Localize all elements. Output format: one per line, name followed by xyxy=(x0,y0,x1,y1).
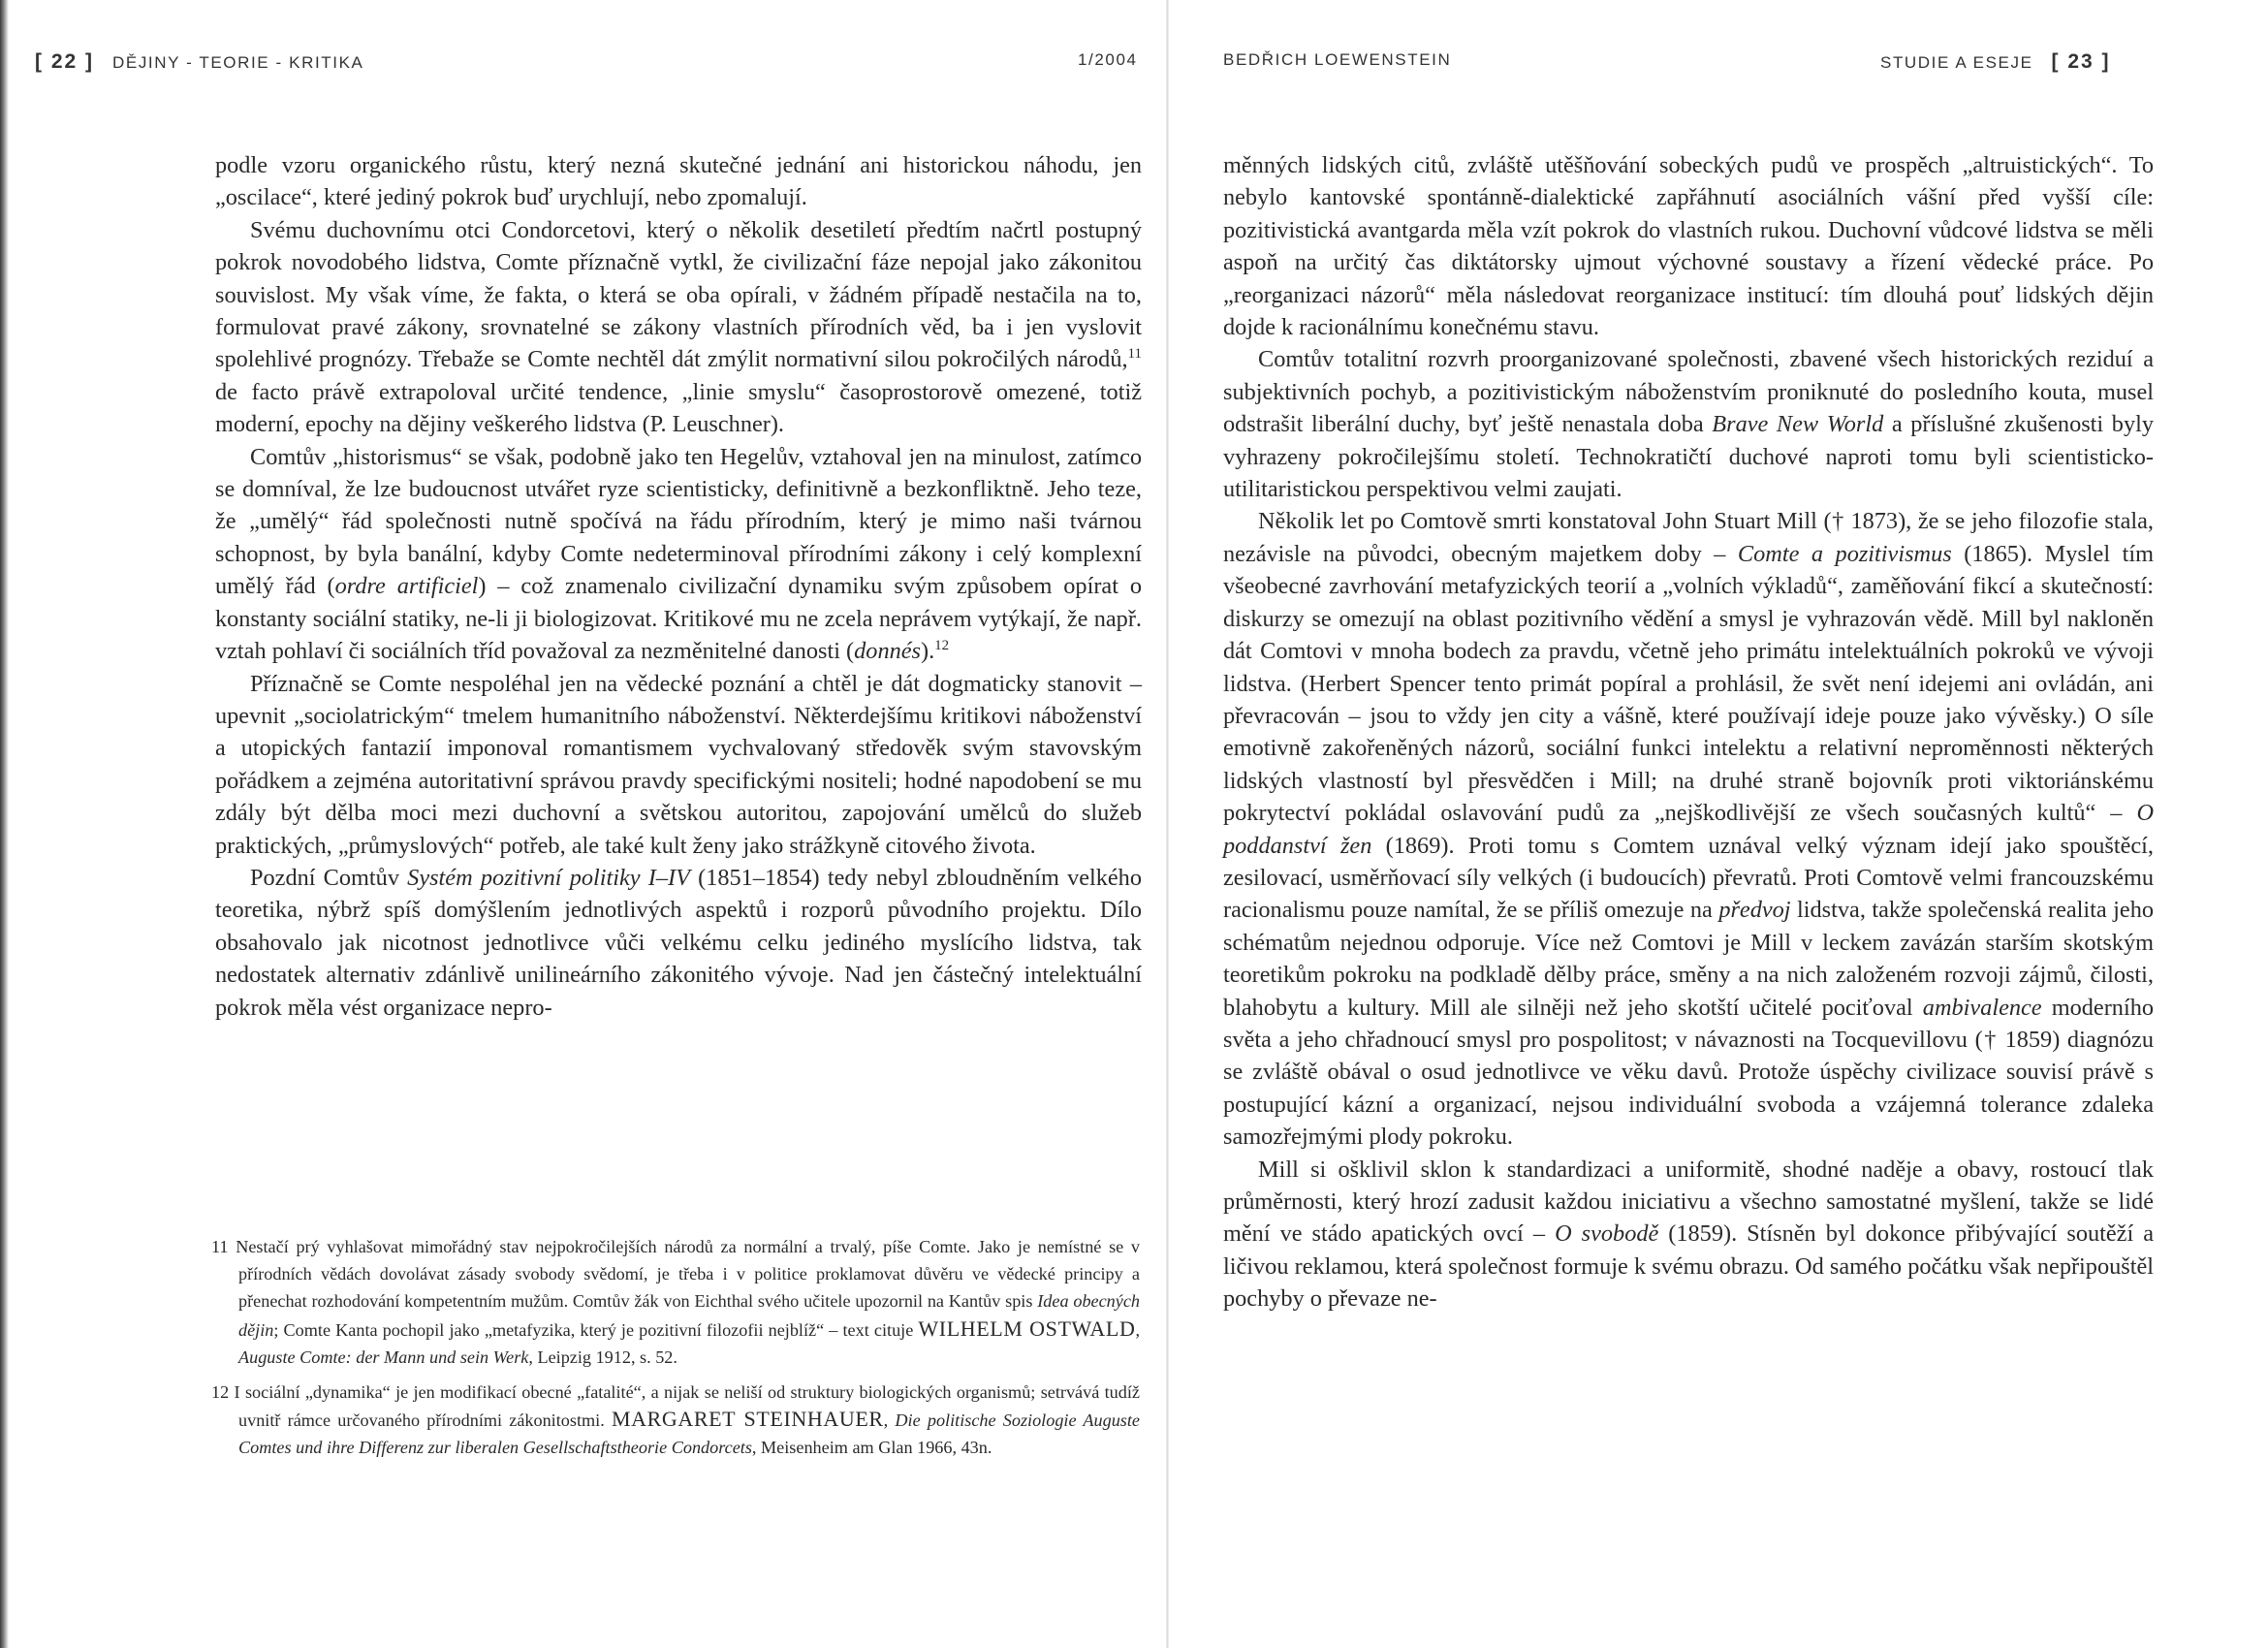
text-run: , xyxy=(1135,1319,1140,1340)
left-running-title: DĚJINY - TEORIE - KRITIKA xyxy=(112,53,364,72)
text-run: I sociální „dynamika“ je jen modifikací obecné „fatalité“, a nijak se neliší od struktury biologických organismů; setrvává tudíž uvnitř rámce určovaného přírodními zákonitostmi. xyxy=(234,1382,1140,1431)
italic-text: O poddanství žen xyxy=(1223,800,2154,859)
right-running-author: BEDŘICH LOEWENSTEIN xyxy=(1223,50,1452,69)
left-page-number: [ 22 ] xyxy=(35,50,95,73)
text-run: ). xyxy=(921,638,935,665)
text-run: Comtův totalitní rozvrh proorganizované společnosti, zbavené všech historických reziduí a subjektivních pochyb, a pozitivistickým náboženstvím proniknuté do posledního kouta, musel odstrašit liberální duchy, byť ještě nenastala doba xyxy=(1223,346,2154,438)
footnote xyxy=(211,1233,1140,1371)
paragraph xyxy=(215,668,1142,862)
italic-text: donnés xyxy=(854,638,921,665)
italic-text: O svobodě xyxy=(1555,1220,1659,1248)
author-name: MARGARET STEINHAUER xyxy=(611,1407,884,1432)
paragraph xyxy=(215,149,1142,214)
text-run: měnných lidských citů, zvláště utěšňování sobeckých pudů ve prospěch „altruistických“. To nebylo kantovské spontánně-dialektické zapřáhnutí asociálních vášní před vyšší cíle: pozitivistická avantgarda měla vzít pokrok do vlastních rukou. Duchovní vůdcové lidstva se měli aspoň na určitý čas diktátorsky ujmout výchovné soustavy a řízení vědecké práce. Po „reorganizaci názorů“ měla následovat reorganizace institucí: tím dlouhá pouť lidských dějin dojde k racionálnímu konečnému stavu. xyxy=(1223,152,2154,341)
paragraph xyxy=(215,862,1142,1024)
footnotes xyxy=(211,1233,1140,1470)
text-run: Mill si ošklivil sklon k standardizaci a uniformitě, shodné naděje a obavy, rostoucí tlak průměrnosti, který hrozí zadusit každou iniciativu a všechno samostatné myšlení, takže se lidé mění ve stádo apatických ovcí – xyxy=(1223,1156,2154,1248)
text-run: , Meisenheim am Glan 1966, 43n. xyxy=(751,1438,992,1458)
text-run: (1869). Proti tomu s Comtem uznával velký význam idejí jako spouštěcí, zesilovací, usměrňovací síly velkých (i budoucích) převratů. Proti Comtově velmi francouzskému racionalismu pouze namítal, že se příliš omezuje na xyxy=(1223,832,2154,924)
italic-text: Systém pozitivní politiky I–IV xyxy=(407,864,690,891)
text-run: ) – což znamenalo civilizační dynamiku svým způsobem opírat o konstanty sociální statiky, ne-li ji biologizovat. Kritikové mu ne zcela neprávem vytýkají, že např. vztah pohlaví či sociálních tříd považoval za nezměnitelné danosti ( xyxy=(215,573,1142,665)
left-body-text xyxy=(215,149,1142,1024)
left-running-head xyxy=(35,50,363,79)
text-run: de facto právě extrapoloval určité tendence, „linie smyslu“ časoprostorově omezené, totiž moderní, epochy na dějiny veškerého lidstva (P. Leuschner). xyxy=(215,378,1142,438)
footnote xyxy=(211,1379,1140,1462)
text-run: (1865). Myslel tím všeobecné zavrhování metafyzických teorií a „volních výkladů“, zaměňování fikcí a skutečností: diskurzy se omezují na oblast pozitivního vědění a smysl je vyhrazován vědě. Mill byl nakloněn dát Comtovi v mnoha bodech za pravdu, včetně jeho primátu intelektuálních pokroků ve vývoji lidstva. (Herbert Spencer tento primát popíral a prohlásil, že svět není idejemi ani ovládán, ani převracován – jsou to vždy jen city a vášně, které používají ideje pouze jako vývěsky.) O síle emotivně zakořeněných názorů, sociální funkci intelektu a relativní neproměnnosti některých lidských vlastností byl přesvědčen i Mill; na druhé straně bojovník proti viktoriánskému pokrytectví pokládal oslavování pudů za „nejškodlivější ze všech současných kultů“ – xyxy=(1223,540,2155,827)
text-run: podle vzoru organického růstu, který nezná skutečné jednání ani historickou náhodu, jen „oscilace“, které jediný pokrok buď urychlují, nebo zpomalují. xyxy=(215,152,1142,211)
italic-text: Idea obecných dějin xyxy=(238,1291,1141,1340)
right-running-head xyxy=(1880,50,2111,79)
footnote-ref: 11 xyxy=(1127,346,1142,363)
text-run: , xyxy=(883,1410,896,1431)
italic-text: Auguste Comte: der Mann und sein Werk xyxy=(238,1347,529,1367)
right-body-text xyxy=(1223,149,2154,1315)
text-run: Comtův „historismus“ se však, podobně jako ten Hegelův, vztahoval jen na minulost, zatímco se domníval, že lze budoucnost utvářet ryze scientisticky, definitivně a bezkonfliktně. Jeho teze, že „umělý“ řád společnosti nutně spočívá na řádu přírodním, který je mimo naši tvárnou schopnost, by byla banální, kdyby Comte nedeterminoval přírodními zákony i celý komplexní umělý řád ( xyxy=(215,443,1142,600)
right-page-number: [ 23 ] xyxy=(2051,50,2111,73)
text-run: , Leipzig 1912, s. 52. xyxy=(528,1347,677,1367)
paragraph xyxy=(1223,505,2154,1153)
footnote-number: 11 xyxy=(211,1237,229,1256)
author-name: WILHELM OSTWALD xyxy=(918,1315,1136,1341)
paragraph xyxy=(215,441,1142,668)
paragraph xyxy=(1223,1154,2154,1315)
italic-text: Comte a pozitivismus xyxy=(1737,540,1952,567)
paragraph xyxy=(1223,343,2154,505)
footnote-number: 12 xyxy=(211,1382,230,1403)
paragraph xyxy=(1223,149,2154,343)
footnote-ref: 12 xyxy=(934,638,950,653)
italic-text: předvoj xyxy=(1718,897,1791,924)
text-run: Svému duchovnímu otci Condorcetovi, který o několik desetiletí předtím načrtl postupný pokrok novodobého lidstva, Comte příznačně vytkl, že civilizační fáze nepojal jako zákonitou souvislost. My však víme, že fakta, o která se oba opírali, v žádném případě nestačila na to, formulovat pravé zákony, srovnatelné se zákony vlastních přírodních věd, ba i jen vyslovit spolehlivé prognózy. Třebaže se Comte nechtěl dát zmýlit normativní silou pokročilých národů, xyxy=(215,216,1142,373)
text-run: lidstva, takže společenská realita jeho schématům nejednou odporuje. Více než Comtovi je Mill v leckem zavázán starším skotským teoretikům pokroku na podkladě dělby práce, směny a na nich založeném rozvoji zájmů, čilosti, blahobytu a kultury. Mill ale silněji než jeho skotští učitelé pociťoval xyxy=(1223,897,2154,1021)
text-run: Příznačně se Comte nespoléhal jen na vědecké poznání a chtěl je dát dogmaticky stanovit – upevnit „sociolatrickým“ tmelem humanitního náboženství. Některdejšímu kritikovi náboženství a utopických fantazií imponoval romantismem vychvalovaný středověk svým stavovským pořádkem a zejména autoritativní správou pravdy specifickými nositeli; hodné napodobení se mu zdály být dělba moci mezi duchovní a světskou autoritou, zapojování umělců do služeb praktických, „průmyslových“ potřeb, ale také kult ženy jako strážkyně citového života. xyxy=(215,670,1142,859)
text-run: a příslušné zkušenosti byly vyhrazeny pokročilejšímu století. Technokratičtí duchové naproti tomu byli scientisticko-utilitaristickou perspektivou velmi zaujati. xyxy=(1223,411,2154,503)
text-run: (1859). Stísněn byl dokonce přibývající soutěží a ličivou reklamou, která společnost formuje k svému obrazu. Od samého počátku však nepřipouštěl pochyby o převaze ne- xyxy=(1223,1220,2154,1313)
text-run: moderního světa a jeho chřadnoucí smysl pro pospolitost; v návaznosti na Tocquevillovu († 1859) diagnózu se zvláště obával o osud jednotlivce ve věku davů. Protože úspěchy civilizace souvisí právě s postupující kázní a organizací, nejsou individuální svoboda a vzájemná tolerance zdaleka samozřejmými plody pokroku. xyxy=(1223,994,2155,1151)
right-running-section: STUDIE A ESEJE xyxy=(1880,53,2033,72)
italic-text: Brave New World xyxy=(1712,411,1884,438)
text-run: Nestačí prý vyhlašovat mimořádný stav nejpokročilejších národů za normální a trvalý, píše Comte. Jako je nemístné se v přírodních vědách dovolávat zásady svobody svědomí, je třeba i v politice proklamovat důvěru ve vědecké principy a přenechat rozhodování kompetentním mužům. Comtův žák von Eichthal svého učitele upozornil na Kantův spis xyxy=(236,1237,1141,1312)
text-run: Pozdní Comtův xyxy=(250,864,408,891)
paragraph xyxy=(215,214,1142,441)
text-run: Několik let po Comtově smrti konstatoval John Stuart Mill († 1873), že se jeho filozofie stala, nezávisle na původci, obecným majetkem doby – xyxy=(1223,508,2154,567)
italic-text: ordre artificiel xyxy=(334,573,479,600)
text-run: ; Comte Kanta pochopil jako „metafyzika, který je pozitivní filozofii nejblíž“ – text cituje xyxy=(273,1319,919,1340)
italic-text: ambivalence xyxy=(1922,994,2042,1021)
left-issue-number: 1/2004 xyxy=(1078,50,1138,69)
text-run: (1851–1854) tedy nebyl zbloudněním velkého teoretika, nýbrž spíš domýšlením jednotlivých aspektů i rozporů původního projektu. Dílo obsahovalo jak nicotnost jednotlivce vůči velkému celku jediného myslícího lidstva, tak nedostatek alternativ zdánlivě unilineárního zákonitého vývoje. Nad jen částečný intelektuální pokrok měla vést organizace nepro- xyxy=(215,864,1142,1021)
italic-text: Die politische Soziologie Auguste Comtes und ihre Differenz zur liberalen Gesellschaftstheorie Condorcets xyxy=(238,1410,1140,1458)
right-page xyxy=(1169,0,2268,1648)
